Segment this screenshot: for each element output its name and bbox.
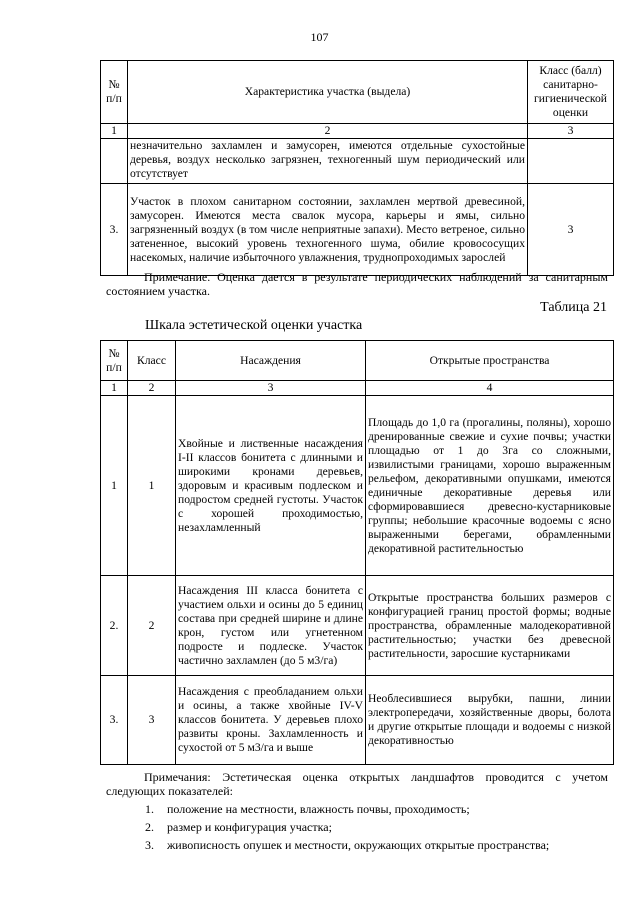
col-number: 2 — [128, 381, 176, 396]
col-number: 4 — [366, 381, 614, 396]
row-plantings: Хвойные и лиственные насаждения I-II классов бонитета с длинными и широкими кронами деревьев, здоровым и красивым подлеском и подростом средней густоты. Участок с хорошей проходимостью, незахламленный — [176, 396, 366, 576]
table-row — [101, 576, 614, 676]
list-text: размер и конфигурация участка; — [167, 820, 332, 834]
note-2-list — [145, 800, 605, 854]
note-1: Примечание. Оценка дается в результате периодических наблюдений за санитарным состоянием участка. — [106, 270, 608, 298]
col-number: 3 — [528, 124, 614, 139]
col-number: 1 — [101, 381, 128, 396]
list-item — [145, 818, 605, 836]
row-class: 3 — [128, 676, 176, 765]
row-class: 3 — [528, 184, 614, 276]
table-row — [101, 676, 614, 765]
header-plantings: Насаждения — [176, 341, 366, 381]
note-2-intro: Примечания: Эстетическая оценка открытых ландшафтов проводится с учетом следующих показателей: — [106, 770, 608, 798]
list-text: живописность опушек и местности, окружающих открытые пространства; — [167, 838, 550, 852]
table-cell — [528, 139, 614, 184]
header-open-spaces: Открытые пространства — [366, 341, 614, 381]
row-num: 2. — [101, 576, 128, 676]
list-item — [145, 800, 605, 818]
row-class: 1 — [128, 396, 176, 576]
header-num: № п/п — [101, 61, 128, 124]
row-num: 1 — [101, 396, 128, 576]
table-title: Шкала эстетической оценки участка — [145, 318, 363, 333]
row-plantings: Насаждения III класса бонитета с участием ольхи и осины до 5 единиц состава при средней ширине и длине крон, густом или угнетенном подросте и подлеске. Участок частично захламлен (до 5 м3/га) — [176, 576, 366, 676]
table-cell — [101, 139, 128, 184]
header-class: Класс (балл) санитарно-гигиенической оценки — [528, 61, 614, 124]
list-number: 1. — [145, 802, 154, 816]
list-number: 2. — [145, 820, 154, 834]
row-text: Участок в плохом санитарном состоянии, захламлен мертвой древесиной, замусорен. Имеются места свалок мусора, карьеры и ямы, сильно загрязненный воздух (в том числе неприятные запахи). Место ветреное, сильно затененное, высокий уровень техногенного шума, обилие кровососущих насекомых, наличие избыточного увлажнения, труднопроходимых зарослей — [128, 184, 528, 276]
header-class: Класс — [128, 341, 176, 381]
table-caption: Таблица 21 — [540, 300, 607, 315]
col-number: 3 — [176, 381, 366, 396]
row-class: 2 — [128, 576, 176, 676]
list-number: 3. — [145, 838, 154, 852]
row-open-spaces: Площадь до 1,0 га (прогалины, поляны), хорошо дренированные свежие и сухие почвы; участки площадью от 1 до 3га со сложными, извилистыми границами, хорошо выраженным рельефом, декоративными опушками, имеются единичные декоративные деревья или сформировавшиеся древесно-кустарниковые группы; небольшие красочные водоемы с ясно выраженными берегами, обрамленными декоративной растительностью — [366, 396, 614, 576]
list-text: положение на местности, влажность почвы, проходимость; — [167, 802, 470, 816]
row-num: 3. — [101, 184, 128, 276]
header-characteristic: Характеристика участка (выдела) — [128, 61, 528, 124]
col-number: 1 — [101, 124, 128, 139]
row-plantings: Насаждения с преобладанием ольхи и осины, а также хвойные IV-V классов бонитета. У деревьев плохо развиты кроны. Захламленность и сухостой от 5 м3/га и выше — [176, 676, 366, 765]
row-open-spaces: Открытые пространства больших размеров с конфигурацией границ простой формы; водные пространства, обрамленные малодекоративной растительностью; участки без древесной растительности, заросшие кустарниками — [366, 576, 614, 676]
list-item — [145, 836, 605, 854]
table-row — [101, 396, 614, 576]
header-num: № п/п — [101, 341, 128, 381]
page-number: 107 — [310, 30, 329, 44]
row-continued-text: незначительно захламлен и замусорен, имеются отдельные сухостойные деревья, воздух несколько загрязнен, техногенный шум периодический или отсутствует — [128, 139, 528, 184]
row-open-spaces: Необлесившиеся вырубки, пашни, линии электропередачи, хозяйственные дворы, болота и другие открытые площади и водоемы с низкой декоративностью — [366, 676, 614, 765]
aesthetic-table — [100, 340, 614, 765]
row-num: 3. — [101, 676, 128, 765]
col-number: 2 — [128, 124, 528, 139]
sanitary-table — [100, 60, 614, 276]
